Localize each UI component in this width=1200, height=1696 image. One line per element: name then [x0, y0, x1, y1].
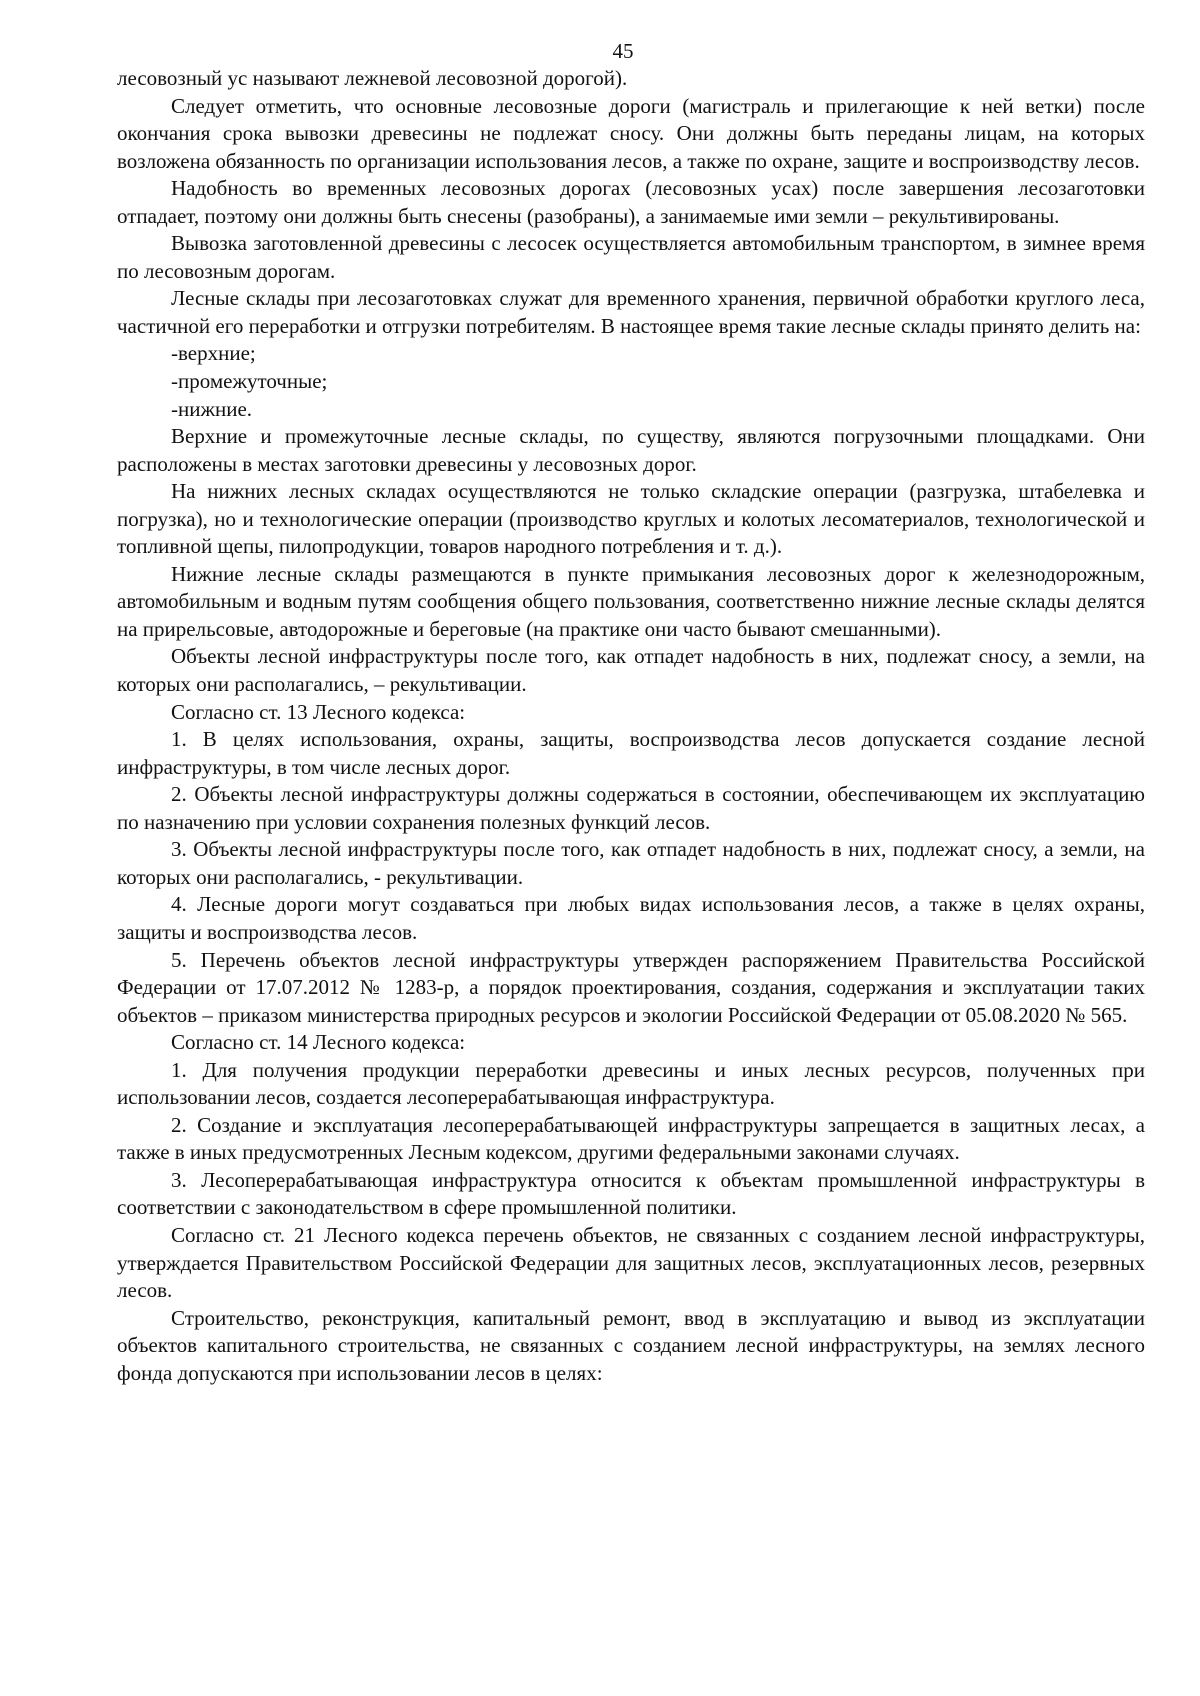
list-item: -нижние. [171, 396, 253, 421]
numbered-item: 4. Лесные дороги могут создаваться при любых видах использования лесов, а также в целях охраны, защиты и воспроизводства лесов. [117, 892, 1145, 944]
list-item: -верхние; [171, 341, 256, 366]
paragraph: Нижние лесные склады размещаются в пункте примыкания лесовозных дорог к железнодорожным, автомобильным и водным путям сообщения общего пользования, соответственно нижние лесные склады делятся на прирельсовые, автодорожные и береговые (на практике они часто бывают смешанными). [117, 561, 1145, 641]
document-body [117, 65, 1145, 1387]
paragraph: Лесные склады при лесозаготовках служат для временного хранения, первичной обработки круглого леса, частичной его переработки и отгрузки потребителям. В настоящее время такие лесные склады принято делить на: [117, 286, 1145, 338]
numbered-item: 1. В целях использования, охраны, защиты, воспроизводства лесов допускается создание лесной инфраструктуры, в том числе лесных дорог. [117, 727, 1145, 779]
numbered-item: 5. Перечень объектов лесной инфраструктуры утвержден распоряжением Правительства Российской Федерации от 17.07.2012 № 1283-р, а порядок проектирования, создания, содержания и эксплуатации таких объектов – приказом министерства природных ресурсов и экологии Российской Федерации от 05.08.2020 № 565. [117, 947, 1145, 1027]
paragraph-continuation: лесовозный ус называют лежневой лесовозной дорогой). [117, 66, 628, 90]
section-heading: Согласно ст. 13 Лесного кодекса: [171, 699, 466, 724]
paragraph: Надобность во временных лесовозных дорогах (лесовозных усах) после завершения лесозаготовки отпадает, поэтому они должны быть снесены (разобраны), а занимаемые ими земли – рекультивированы. [117, 176, 1145, 228]
paragraph: Объекты лесной инфраструктуры после того, как отпадет надобность в них, подлежат сносу, а земли, на которых они располагались, – рекультивации. [117, 644, 1145, 697]
numbered-item: 1. Для получения продукции переработки древесины и иных лесных ресурсов, полученных при использовании лесов, создается лесоперерабатывающая инфраструктура. [117, 1057, 1145, 1110]
list-item: -промежуточные; [171, 369, 328, 394]
paragraph: Следует отметить, что основные лесовозные дороги (магистраль и прилегающие к ней ветки) после окончания срока вывозки древесины не подлежат сносу. Они должны быть переданы лицам, на которых возложена обязанность по организации использования лесов, а также по охране, защите и воспроизводству лесов. [117, 93, 1145, 173]
page-number: 45 [612, 39, 634, 63]
paragraph: Верхние и промежуточные лесные склады, по существу, являются погрузочными площадками. Они расположены в местах заготовки древесины у лесовозных дорог. [117, 424, 1145, 476]
numbered-item: 2. Создание и эксплуатация лесоперерабатывающей инфраструктуры запрещается в защитных лесах, а также в иных предусмотренных Лесным кодексом, другими федеральными законами случаях. [117, 1112, 1145, 1165]
paragraph: На нижних лесных складах осуществляются не только складские операции (разгрузка, штабелевка и погрузка), но и технологические операции (производство круглых и колотых лесоматериалов, технологической и топливной щепы, пилопродукции, товаров народного потребления и т. д.). [117, 479, 1145, 559]
paragraph: Согласно ст. 21 Лесного кодекса перечень объектов, не связанных с созданием лесной инфраструктуры, утверждается Правительством Российской Федерации для защитных лесов, эксплуатационных лесов, резервных лесов. [117, 1222, 1145, 1303]
numbered-item: 3. Объекты лесной инфраструктуры после того, как отпадет надобность в них, подлежат сносу, а земли, на которых они располагались, - рекультивации. [117, 837, 1145, 889]
numbered-item: 2. Объекты лесной инфраструктуры должны содержаться в состоянии, обеспечивающем их эксплуатацию по назначению при условии сохранения полезных функций лесов. [117, 782, 1145, 834]
paragraph: Строительство, реконструкция, капитальный ремонт, ввод в эксплуатацию и вывод из эксплуатации объектов капитального строительства, не связанных с созданием лесной инфраструктуры, на землях лесного фонда допускаются при использовании лесов в целях: [117, 1305, 1145, 1385]
section-heading: Согласно ст. 14 Лесного кодекса: [171, 1030, 466, 1055]
paragraph: Вывозка заготовленной древесины с лесосек осуществляется автомобильным транспортом, в зимнее время по лесовозным дорогам. [117, 231, 1145, 283]
numbered-item: 3. Лесоперерабатывающая инфраструктура относится к объектам промышленной инфраструктуры в соответствии с законодательством в сфере промышленной политики. [117, 1167, 1145, 1220]
